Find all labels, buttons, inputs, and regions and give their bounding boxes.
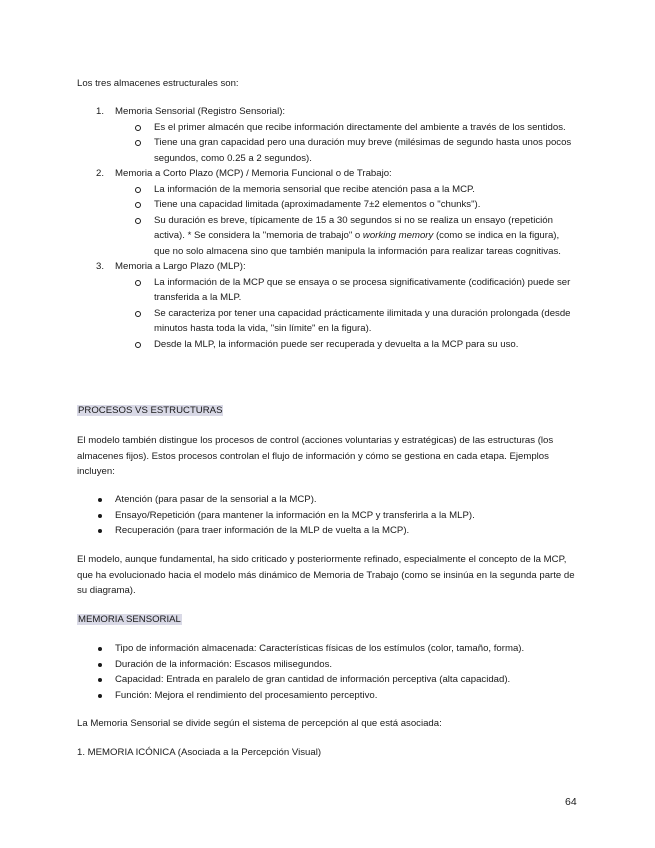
store-title: Memoria a Largo Plazo (MLP):: [115, 261, 246, 272]
procesos-bullets: [77, 492, 577, 539]
subheading-iconica: 1. MEMORIA ICÓNICA (Asociada a la Percepción Visual): [77, 747, 322, 758]
sub-item: La información de la memoria sensorial que recibe atención pasa a la MCP.: [115, 182, 577, 198]
store-title: Memoria Sensorial (Registro Sensorial):: [115, 106, 286, 117]
section-heading-procesos: [77, 403, 577, 419]
wm-text-start: Su duración es breve, típicamente de 15 a 30 segundos si no se realiza un ensayo (repetición activa). * Se considera la "memoria de trabajo" o: [154, 214, 553, 241]
heading-text: MEMORIA SENSORIAL: [78, 614, 181, 625]
list-number: 2.: [96, 168, 105, 179]
paragraph-procesos: El modelo también distingue los procesos de control (acciones voluntarias y estratégicas) de las estructuras (los almacenes fijos). Estos procesos controlan el flujo de información y cómo se gestiona en cada etapa. Ejemplos incluyen:: [77, 435, 554, 477]
bullet-item: Atención (para pasar de la sensorial a la MCP).: [77, 492, 577, 508]
paragraph-modelo: El modelo, aunque fundamental, ha sido criticado y posteriormente refinado, especialmente el concepto de la MCP, que ha evolucionado hacia el modelo más dinámico de Memoria de Trabajo (como se insinúa en la segunda parte de su diagrama).: [77, 554, 575, 596]
page-number: 64: [565, 796, 577, 808]
list-number: 3.: [96, 261, 105, 272]
heading-text: PROCESOS VS ESTRUCTURAS: [78, 405, 223, 416]
sub-item: Tiene una gran capacidad pero una duración muy breve (milésimas de segundo hasta unos pocos segundos, como 0.25 a 2 segundos).: [115, 135, 577, 166]
bullet-item: Función: Mejora el rendimiento del procesamiento perceptivo.: [77, 688, 587, 704]
store-item-mcp: [77, 166, 577, 259]
intro-text: Los tres almacenes estructurales son:: [77, 78, 239, 89]
store-item-sensorial: [77, 104, 577, 166]
bullet-item: Ensayo/Repetición (para mantener la información en la MCP y transferirla a la MLP).: [77, 508, 577, 524]
sensorial-bullets: [77, 641, 587, 703]
wm-italic-term: working memory: [362, 230, 434, 241]
bullet-item: Tipo de información almacenada: Características físicas de los estímulos (color, tamaño, forma).: [77, 641, 587, 657]
sub-item-working-memory: [115, 213, 577, 260]
bullet-item: Duración de la información: Escasos milisegundos.: [77, 657, 587, 673]
stores-list: [77, 104, 577, 352]
sub-item: La información de la MCP que se ensaya o se procesa significativamente (codificación) puede ser transferida a la MLP.: [115, 275, 577, 306]
sub-item: Se caracteriza por tener una capacidad prácticamente ilimitada y una duración prolongada (desde minutos hasta toda la vida, "sin límite" en la figura).: [115, 306, 577, 337]
bullet-item: Capacidad: Entrada en paralelo de gran cantidad de información perceptiva (alta capacidad).: [77, 672, 587, 688]
list-number: 1.: [96, 106, 105, 117]
store-title: Memoria a Corto Plazo (MCP) / Memoria Funcional o de Trabajo:: [115, 168, 392, 179]
section-heading-memoria-sensorial: [77, 612, 577, 628]
store-item-mlp: [77, 259, 577, 352]
bullet-item: Recuperación (para traer información de la MLP de vuelta a la MCP).: [77, 523, 577, 539]
sub-item: Es el primer almacén que recibe información directamente del ambiente a través de los sentidos.: [115, 120, 577, 136]
paragraph-divide: La Memoria Sensorial se divide según el sistema de percepción al que está asociada:: [77, 718, 442, 729]
sub-item: Tiene una capacidad limitada (aproximadamente 7±2 elementos o "chunks").: [115, 197, 577, 213]
sub-item: Desde la MLP, la información puede ser recuperada y devuelta a la MCP para su uso.: [115, 337, 577, 353]
wm-text-end: (como se indica en la figura), que no solo almacena sino que también manipula la información para realizar tareas cognitivas.: [154, 230, 561, 257]
